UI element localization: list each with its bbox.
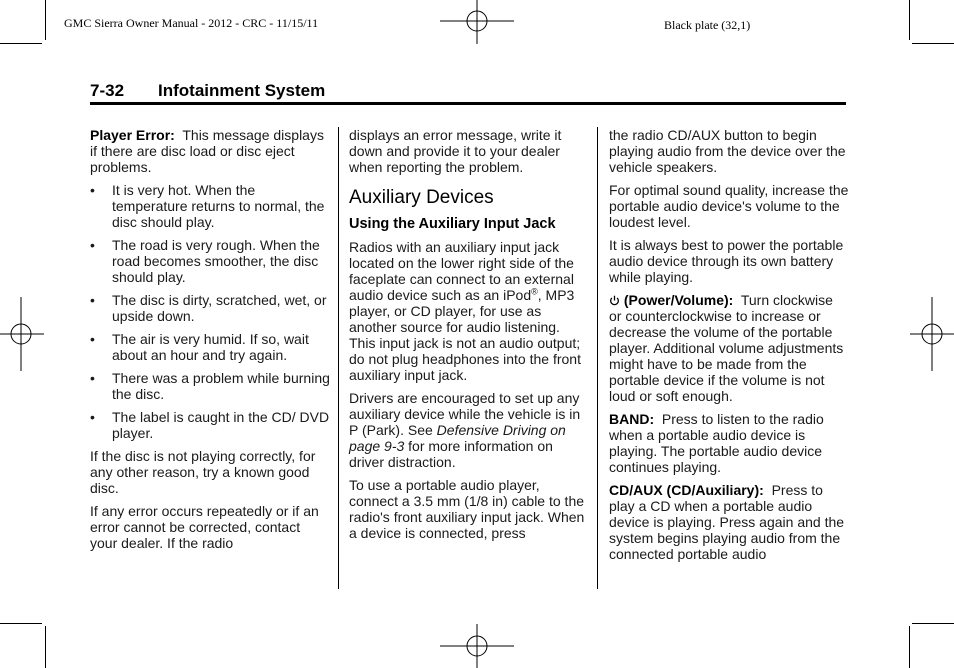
- column-divider: [597, 127, 598, 589]
- list-item-text: The road is very rough. When the road becomes smoother, the disc should play.: [112, 237, 320, 285]
- term-label: Player Error:: [90, 127, 175, 143]
- plate-label: Black plate (32,1): [664, 18, 751, 32]
- bullet-icon: •: [90, 331, 95, 347]
- paragraph: [349, 390, 589, 470]
- page-number: 7-32: [90, 81, 125, 100]
- list-item-text: It is very hot. When the temperature returns to normal, the disc should play.: [112, 182, 325, 230]
- paragraph: If any error occurs repeatedly or if an error cannot be corrected, contact your dealer. If the radio: [90, 503, 319, 551]
- crop-mark: [909, 626, 910, 668]
- list-item: [90, 331, 330, 363]
- term-label: BAND:: [609, 411, 655, 427]
- paragraph: If the disc is not playing correctly, for any other reason, try a known good disc.: [90, 448, 316, 496]
- column-divider: [338, 127, 339, 589]
- subsection-title: Auxiliary Devices: [349, 187, 494, 208]
- paragraph: [90, 127, 330, 175]
- list-item-text: The air is very humid. If so, wait about an hour and try again.: [112, 331, 309, 363]
- crop-mark: [45, 626, 46, 668]
- paragraph: For optimal sound quality, increase the portable audio device's volume to the loudest level.: [609, 182, 849, 230]
- bullet-icon: •: [90, 182, 95, 198]
- term-text: This message displays if there are disc load or disc eject problems.: [90, 127, 324, 175]
- paragraph: To use a portable audio player, connect a 3.5 mm (1/8 in) cable to the radio's front auxiliary input jack. When a device is connected, press: [349, 477, 585, 541]
- list-item: [90, 409, 330, 441]
- crop-mark: [0, 623, 42, 624]
- column-3: [609, 127, 849, 569]
- text-run: Drivers are encouraged to set up any auxiliary device while the vehicle is in P (Park). See: [349, 390, 581, 438]
- crop-mark: [912, 43, 954, 44]
- text-run: for more information on driver distraction.: [349, 438, 553, 470]
- section-title: Infotainment System: [158, 81, 326, 100]
- list-item: [90, 237, 330, 285]
- term-text: Press to play a CD when a portable audio device is playing. Press again and the system begins playing audio from the connected portable audio: [609, 482, 845, 562]
- paragraph: [609, 292, 849, 404]
- registration-mark-icon: [440, 624, 514, 668]
- text-run: , MP3 player, or CD player, for use as another source for audio listening. This input jack is not an audio output; do not plug headphones into the front auxiliary input jack.: [349, 287, 581, 383]
- crop-mark: [909, 0, 910, 40]
- bullet-icon: •: [90, 370, 95, 386]
- list-item-text: The label is caught in the CD/ DVD player.: [112, 409, 330, 441]
- term-text: Press to listen to the radio when a portable audio device is playing. The portable audio device continues playing.: [609, 411, 824, 475]
- term-text: Turn clockwise or counterclockwise to increase or decrease the volume of the portable player. Additional volume adjustments might have to be made from the portable device if the volume is not loud or soft enough.: [609, 292, 844, 404]
- list-item: [90, 370, 330, 402]
- heading-rule: [90, 102, 846, 105]
- paragraph: It is always best to power the portable audio device through its own battery while playing.: [609, 237, 844, 285]
- term-label: CD/AUX (CD/Auxiliary):: [609, 482, 764, 498]
- registration-mark-icon: [440, 0, 514, 44]
- crop-mark: [45, 0, 46, 40]
- paragraph: [609, 411, 849, 475]
- bullet-icon: •: [90, 292, 95, 308]
- bullet-list: [90, 182, 330, 441]
- crop-mark: [912, 623, 954, 624]
- bullet-icon: •: [90, 409, 95, 425]
- text-run: Radios with an auxiliary input jack located on the lower right side of the faceplate can connect to an external audio device such as an iPod: [349, 239, 574, 303]
- term-label: (Power/Volume):: [623, 292, 734, 308]
- column-1: [90, 127, 330, 558]
- list-item: [90, 292, 330, 324]
- section-heading: [90, 81, 325, 101]
- bullet-icon: •: [90, 237, 95, 253]
- list-item-text: There was a problem while burning the disc.: [112, 370, 330, 402]
- crop-mark: [0, 43, 42, 44]
- list-item: [90, 182, 330, 230]
- manual-title: GMC Sierra Owner Manual - 2012 - CRC - 11/15/11: [64, 16, 319, 30]
- registration-mark-icon: [0, 297, 44, 371]
- cross-reference-link[interactable]: Defensive Driving on page 9-3: [349, 422, 566, 454]
- paragraph: the radio CD/AUX button to begin playing audio from the device over the vehicle speakers.: [609, 127, 846, 175]
- power-icon: [609, 295, 620, 306]
- list-item-text: The disc is dirty, scratched, wet, or upside down.: [112, 292, 327, 324]
- paragraph: [609, 482, 849, 562]
- paragraph: displays an error message, write it down and provide it to your dealer when reporting the problem.: [349, 127, 562, 175]
- registered-mark: ®: [531, 286, 538, 297]
- registration-mark-icon: [910, 297, 954, 371]
- column-2: [349, 127, 589, 548]
- subsection-subtitle: Using the Auxiliary Input Jack: [349, 216, 556, 232]
- paragraph: [349, 239, 589, 383]
